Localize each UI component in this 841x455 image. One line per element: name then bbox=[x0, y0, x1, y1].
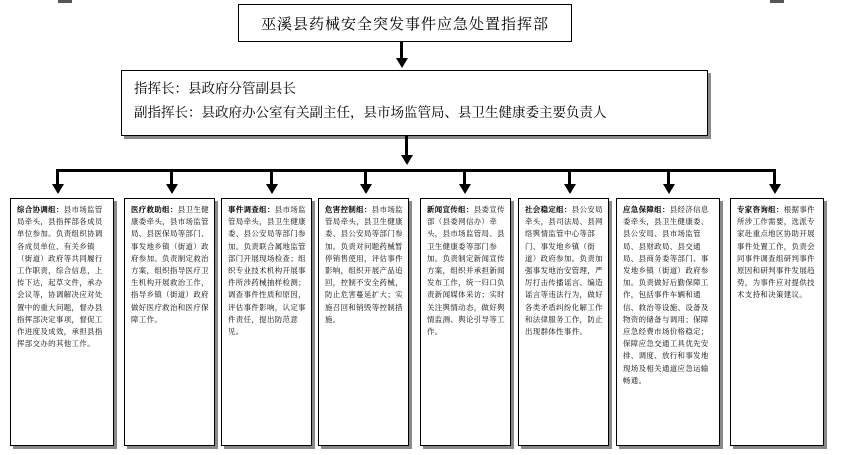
group-body: 县公安局牵头，县司法局、县网络舆情监管中心等部门、事发地乡镇（街道）政府参加。负责加强事发地治安管理，严厉打击传播谣言、编造谣言等违法行为，做好各类矛盾纠纷化解工作和法律服务工作，防止出现群体性事件。 bbox=[525, 205, 603, 337]
corner-mark-left bbox=[58, 0, 72, 3]
group-body: 县经济信息委牵头，县卫生健康委、县公安局、县市场监管局、县财政局、县交通局、县商务委等部门、事发地乡镇（街道）政府参加。负责做好后勤保障工作，包括事件车辆和通信、救治等设施、设备及物资的储备与调用；保障应急经费市场价格稳定；保障应急交通工具优先安排、调度、放行和事发地现场及相关通道应急运输畅通。 bbox=[623, 205, 709, 385]
group-title: 危害控制组： bbox=[325, 205, 372, 214]
headquarters-title: 巫溪县药械安全突发事件应急处置指挥部 bbox=[260, 14, 549, 33]
group-box-coordination bbox=[10, 198, 114, 446]
group-box-medical-rescue bbox=[124, 198, 215, 446]
arrow-down-icon bbox=[396, 58, 408, 68]
group-title: 新闻宣传组： bbox=[427, 205, 474, 214]
group-body: 县市场监管局牵头，县卫生健康委、县公安局等部门参加。负责对问题药械暂停销售使用，评估事件影响，组织开展产品追回，控制不安全药械，防止危害蔓延扩大；实施召回和销毁等控制措施。 bbox=[325, 205, 403, 324]
group-box-expert-consultation bbox=[730, 198, 824, 446]
group-body: 县卫生健康委牵头，县市场监管局、县医保局等部门、事发地乡镇（街道）政府参加。负责制定救治方案，组织指导医疗卫生机构开展救治工作，指导乡镇（街道）政府做好医疗救治和医疗保障工作。 bbox=[131, 205, 209, 324]
arrow-down-icon bbox=[769, 184, 781, 194]
group-box-emergency-support bbox=[616, 198, 720, 446]
arrow-down-icon bbox=[52, 184, 64, 194]
arrow-down-icon bbox=[360, 184, 372, 194]
group-body: 县委宣传部（县委网信办）牵头，县市场监管局、县卫生健康委等部门参加。负责制定新闻宣传方案，组织并承担新闻发布工作，统一归口负责新闻媒体采访；实时关注舆情动态，做好舆情监测、舆论引导等工作。 bbox=[427, 205, 505, 337]
group-title: 事件调查组： bbox=[228, 205, 275, 214]
corner-mark-right bbox=[770, 0, 784, 3]
group-title: 综合协调组： bbox=[17, 205, 64, 214]
group-title: 专家咨询组： bbox=[737, 205, 784, 214]
group-box-investigation bbox=[221, 198, 312, 446]
group-box-social-stability bbox=[518, 198, 609, 446]
arrow-down-icon bbox=[663, 184, 675, 194]
group-title: 社会稳定组： bbox=[525, 205, 572, 214]
group-box-publicity bbox=[420, 198, 511, 446]
group-body: 根据事件所涉工作需要，选派专家赴重点地区协助开展事件处置工作，负责会同事件调查组研判事件原因和研判事件发展趋势，为事件应对提供技术支持和决策建议。 bbox=[737, 205, 815, 300]
headquarters-title-box bbox=[238, 4, 572, 42]
arrow-down-icon bbox=[459, 184, 471, 194]
group-box-hazard-control bbox=[318, 198, 409, 446]
group-title: 医疗救助组： bbox=[131, 205, 178, 214]
arrow-down-icon bbox=[166, 184, 178, 194]
deputy-commander-text: 副指挥长：县政府办公室有关副主任，县市场监管局、县卫生健康委主要负责人 bbox=[134, 105, 607, 121]
arrow-down-icon bbox=[266, 184, 278, 194]
group-body: 县市场监管局牵头，县指挥部各成员单位参加。负责组织协调各成员单位、有关乡镇（街道）政府等共同履行工作职责，综合信息，上传下达，起草文件，承办会议等，协调解决应对处置中的重大问题，督办县指挥部决定事项，督促工作进度及成效，承担县指挥部交办的其他工作。 bbox=[17, 205, 103, 349]
arrow-down-icon bbox=[564, 184, 576, 194]
commander-text: 指挥长：县政府分管副县长 bbox=[134, 81, 296, 97]
arrow-down-icon bbox=[401, 155, 413, 165]
command-box bbox=[121, 70, 708, 136]
group-body: 县市场监管局牵头，县卫生健康委、县公安局等部门参加。负责联合属地监管部门开展现场检查；组织专业技术机构开展事件所涉药械抽样检测；调查事件性质和原因，评估事件影响，认定事件责任，提出防范意见。 bbox=[228, 205, 306, 337]
group-title: 应急保障组： bbox=[623, 205, 670, 214]
